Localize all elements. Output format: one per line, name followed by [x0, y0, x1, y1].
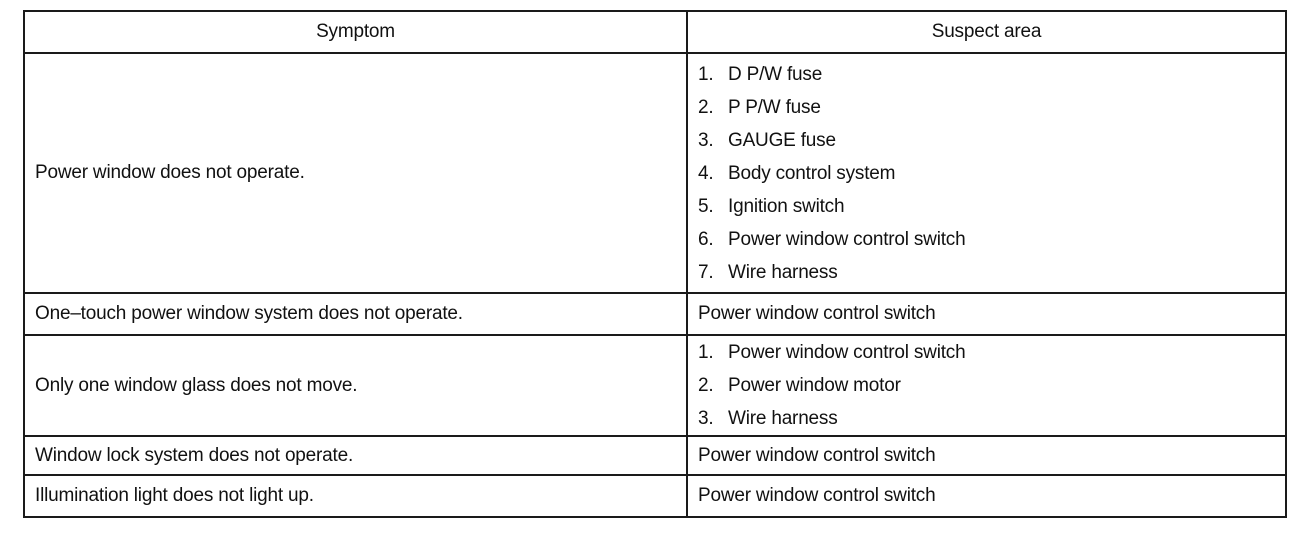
table-row: [24, 475, 1286, 517]
suspect-number: 6.: [698, 228, 714, 250]
header-row: [24, 11, 1286, 53]
suspect-number: 2.: [698, 375, 714, 396]
suspect-item: [698, 223, 1275, 256]
troubleshooting-table-container: [23, 10, 1285, 518]
suspect-number: 4.: [698, 162, 714, 184]
suspect-number: 3.: [698, 129, 714, 151]
table-row: [24, 53, 1286, 293]
suspect-number: 5.: [698, 195, 714, 217]
suspect-item: [698, 58, 1275, 91]
suspect-text: D P/W fuse: [728, 63, 823, 85]
suspect-item: [698, 336, 1275, 369]
suspect-item: [698, 124, 1275, 157]
suspect-text: Wire harness: [728, 261, 838, 283]
suspect-item: [698, 402, 1275, 435]
symptom-cell: Window lock system does not operate.: [24, 436, 687, 475]
table-row: [24, 335, 1286, 436]
suspect-number: 7.: [698, 261, 714, 283]
suspect-text: Power window motor: [728, 375, 901, 396]
symptom-cell: One–touch power window system does not operate.: [24, 293, 687, 335]
suspect-item: [698, 91, 1275, 124]
suspect-number: 1.: [698, 63, 714, 85]
suspect-text: Power window control switch: [728, 228, 966, 250]
symptom-cell: Only one window glass does not move.: [24, 335, 687, 436]
troubleshooting-table: [23, 10, 1287, 518]
suspect-item: [698, 157, 1275, 190]
table-row: [24, 293, 1286, 335]
suspect-list: [698, 336, 1275, 435]
suspect-cell: [687, 335, 1286, 436]
suspect-cell: Power window control switch: [687, 436, 1286, 475]
symptom-cell: Power window does not operate.: [24, 53, 687, 293]
suspect-text: P P/W fuse: [728, 96, 821, 118]
suspect-cell: [687, 53, 1286, 293]
suspect-text: Power window control switch: [728, 342, 966, 363]
header-symptom: Symptom: [24, 11, 687, 53]
suspect-cell: Power window control switch: [687, 475, 1286, 517]
suspect-item: [698, 256, 1275, 289]
symptom-cell: Illumination light does not light up.: [24, 475, 687, 517]
header-suspect-area: Suspect area: [687, 11, 1286, 53]
suspect-number: 1.: [698, 342, 714, 363]
suspect-number: 3.: [698, 408, 714, 429]
suspect-text: GAUGE fuse: [728, 129, 836, 151]
suspect-item: [698, 369, 1275, 402]
suspect-number: 2.: [698, 96, 714, 118]
suspect-text: Ignition switch: [728, 195, 845, 217]
table-header: [24, 11, 1286, 53]
table-body: [24, 53, 1286, 517]
suspect-cell: Power window control switch: [687, 293, 1286, 335]
suspect-text: Body control system: [728, 162, 896, 184]
suspect-text: Wire harness: [728, 408, 838, 429]
suspect-list: [698, 58, 1275, 289]
table-row: [24, 436, 1286, 475]
suspect-item: [698, 190, 1275, 223]
